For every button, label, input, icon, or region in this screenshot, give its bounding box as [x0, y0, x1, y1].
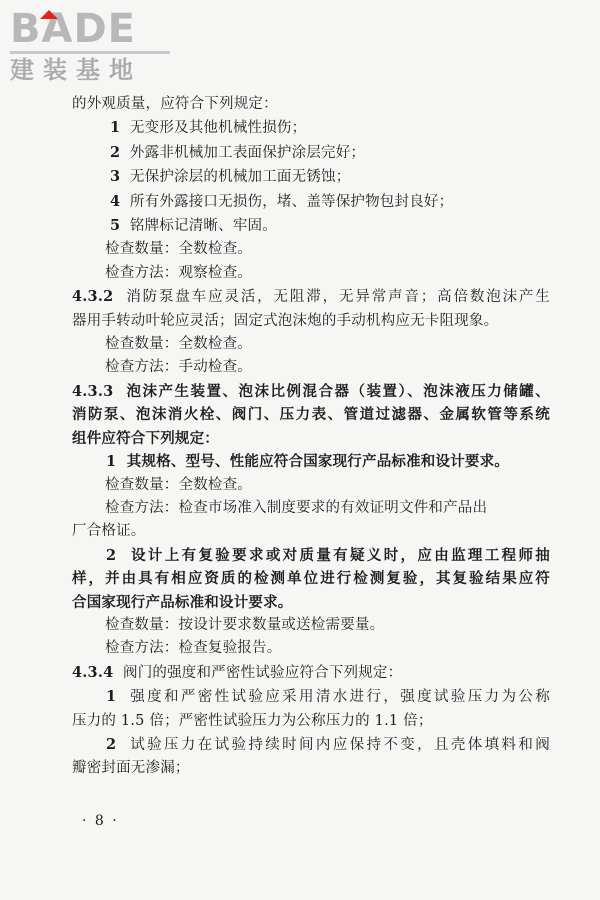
text-line	[72, 637, 550, 660]
line-text: 外露非机械加工表面保护涂层完好；	[129, 144, 366, 161]
clause-number: 1	[110, 119, 121, 137]
text-line	[72, 380, 550, 403]
text-line	[72, 141, 550, 165]
line-text: 强度和严密性试验应采用清水进行，强度试验压力为公称	[130, 689, 551, 706]
text-line	[72, 733, 550, 757]
text-line	[72, 544, 550, 567]
text-line	[72, 333, 550, 356]
line-text: 无保护涂层的机械加工面无锈蚀；	[129, 169, 351, 186]
line-text: 设计上有复验要求或对质量有疑义时，应由监理工程师抽	[131, 546, 550, 564]
line-text: 检查数量：全数检查。	[105, 476, 252, 493]
text-line	[72, 591, 550, 614]
line-text: 器用手转动叶轮应灵活；固定式泡沫炮的手动机构应无卡阻现象。	[72, 312, 499, 329]
text-line	[72, 190, 550, 214]
text-line	[72, 520, 550, 543]
clause-number: 5	[110, 217, 121, 235]
line-text: 无变形及其他机械性损伤；	[129, 120, 307, 137]
clause-number: 2	[106, 546, 117, 564]
line-text: 消防泵盘车应灵活，无阻滞，无异常声音；高倍数泡沫产生	[126, 289, 550, 306]
text-line	[72, 285, 550, 309]
clause-number: 2	[106, 735, 117, 753]
line-text: 检查数量：全数检查。	[105, 336, 252, 353]
text-line	[72, 710, 550, 733]
document-body	[72, 93, 550, 781]
text-line	[72, 474, 550, 497]
text-line	[72, 93, 550, 116]
text-line	[72, 567, 550, 590]
text-line	[72, 116, 550, 140]
line-text: 其规格、型号、性能应符合国家现行产品标准和设计要求。	[126, 453, 509, 471]
text-line	[72, 497, 550, 520]
page-number: · 8 ·	[82, 813, 119, 829]
line-text: 消防泵、泡沫消火栓、阀门、压力表、管道过滤器、金属软管等系统	[72, 406, 550, 424]
text-line	[72, 614, 550, 637]
text-line	[72, 757, 550, 780]
text-line	[72, 165, 550, 189]
clause-number: 3	[110, 168, 121, 186]
line-text: 厂合格证。	[72, 523, 146, 540]
text-line	[72, 661, 550, 685]
line-text: 的外观质量，应符合下列规定：	[72, 96, 278, 112]
line-text: 压力的 1.5 倍；严密性试验压力为公称压力的 1.1 倍；	[72, 712, 433, 729]
text-line	[72, 214, 550, 238]
text-line	[72, 685, 550, 709]
clause-number: 4	[110, 192, 121, 210]
logo-subtitle: 建装基地	[10, 56, 142, 84]
clause-number: 4.3.2	[72, 288, 114, 306]
text-line	[72, 262, 550, 285]
line-text: 试验压力在试验持续时间内应保持不变，且壳体填料和阀	[130, 736, 551, 753]
logo-chevron-icon	[40, 10, 58, 19]
line-text: 所有外露接口无损伤，堵、盖等保护物包封良好；	[129, 193, 454, 210]
line-text: 组件应符合下列规定：	[72, 429, 219, 447]
logo	[10, 8, 170, 84]
text-line	[72, 238, 550, 261]
text-line	[72, 427, 550, 450]
line-text: 合国家现行产品标准和设计要求。	[72, 593, 293, 611]
line-text: 铭牌标记清晰、牢固。	[129, 218, 277, 235]
clause-number: 1	[106, 453, 117, 471]
line-text: 检查方法：检查复验报告。	[105, 640, 282, 657]
clause-number: 4.3.4	[72, 663, 114, 681]
line-text: 检查方法：观察检查。	[105, 264, 252, 281]
line-text: 瓣密封面无渗漏；	[72, 760, 190, 777]
text-line	[72, 356, 550, 379]
logo-brand	[10, 8, 170, 50]
line-text: 样，并由具有相应资质的检测单位进行检测复验，其复验结果应符	[72, 570, 550, 588]
text-line	[72, 450, 550, 473]
logo-brand-text: BADE	[10, 6, 136, 52]
line-text: 阀门的强度和严密性试验应符合下列规定：	[123, 664, 403, 681]
text-line	[72, 403, 550, 426]
clause-number: 4.3.3	[72, 382, 114, 400]
line-text: 检查数量：全数检查。	[105, 241, 252, 258]
line-text: 检查方法：手动检查。	[105, 359, 252, 376]
line-text: 检查数量：按设计要求数量或送检需要量。	[105, 616, 385, 633]
line-text: 泡沫产生装置、泡沫比例混合器（装置）、泡沫液压力储罐、	[126, 382, 550, 400]
clause-number: 2	[110, 143, 121, 161]
line-text: 检查方法：检查市场准入制度要求的有效证明文件和产品出	[105, 499, 488, 516]
text-line	[72, 310, 550, 333]
clause-number: 1	[106, 688, 117, 706]
